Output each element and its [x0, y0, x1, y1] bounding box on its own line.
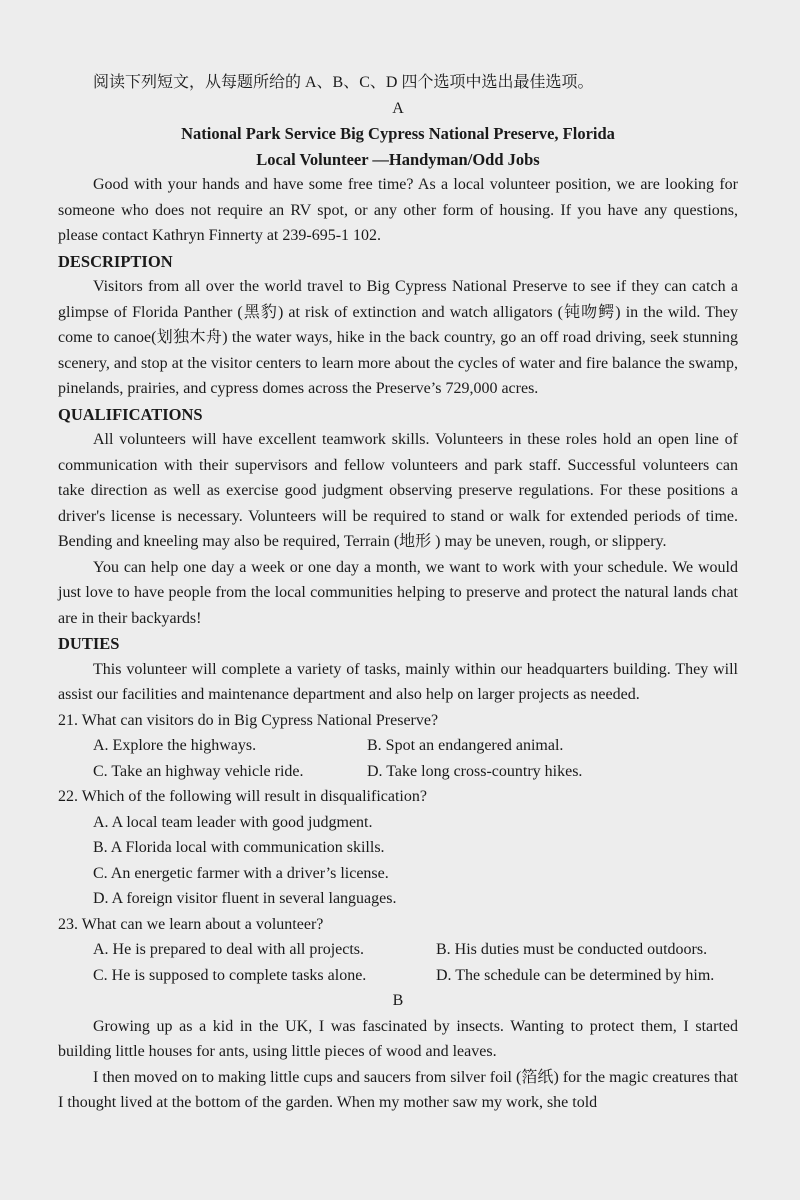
- passage-a-title-line2: Local Volunteer —Handyman/Odd Jobs: [256, 149, 540, 169]
- passage-a-label: A: [392, 99, 404, 117]
- passage-b-label: B: [392, 992, 404, 1009]
- option-d: D. A foreign visitor fluent in several languages.: [93, 890, 397, 907]
- passage-b-paragraph-1: Growing up as a kid in the UK, I was fascinated by insects. Wanting to protect them, I started building little houses for ants, using little pieces of wood and leaves.: [58, 1017, 738, 1060]
- instruction: 阅读下列短文，从每题所给的 A、B、C、D 四个选项中选出最佳选项。: [93, 74, 594, 91]
- passage-a-title-line1: National Park Service Big Cypress National Preserve, Florida: [181, 124, 615, 143]
- question-22: [58, 784, 738, 912]
- option-d: D. Take long cross-country hikes.: [367, 762, 583, 780]
- option-a: A. He is prepared to deal with all projects.: [93, 941, 365, 958]
- option-b: B. A Florida local with communication skills.: [93, 839, 385, 856]
- option-c: C. He is supposed to complete tasks alone.: [93, 966, 367, 984]
- question-options: [58, 810, 738, 912]
- question-stem: 22. Which of the following will result in disqualification?: [58, 788, 427, 805]
- option-c: C. An energetic farmer with a driver’s license.: [93, 864, 389, 882]
- duties-paragraph: This volunteer will complete a variety of tasks, mainly within our headquarters building. They will assist our facilities and maintenance department and also help on larger projects as needed.: [58, 660, 738, 703]
- option-d: D. The schedule can be determined by him.: [436, 966, 715, 984]
- option-c: C. Take an highway vehicle ride.: [93, 762, 304, 780]
- description-paragraph: Visitors from all over the world travel to Big Cypress National Preserve to see if they can catch a glimpse of Florida Panther (黑豹) at risk of extinction and watch alligators (钝吻鳄) in the wild. They come to canoe(划独木舟) the water ways, hike in the back country, go an off road driving, seek stunning scenery, and stop at the visitor centers to learn more about the cycles of water and fire balance the swamp, pinelands, prairies, and cypress domes across the Preserve’s 729,000 acres.: [58, 278, 738, 397]
- passage-a-intro: Good with your hands and have some free time? As a local volunteer position, we are looking for someone who does not require an RV spot, or any other form of housing. If you have any questions, please contact Kathryn Finnerty at 239-695-1 102.: [58, 176, 738, 244]
- question-options: [58, 937, 738, 988]
- question-stem: 21. What can visitors do in Big Cypress National Preserve?: [58, 711, 439, 729]
- qualifications-paragraph-1: All volunteers will have excellent teamwork skills. Volunteers in these roles hold an open line of communication with their supervisors and fellow volunteers and park staff. Successful volunteers can take direction as well as exercise good judgment observing preserve regulations. For these positions a driver's license is necessary. Volunteers will be required to stand or walk for extended periods of time. Bending and kneeling may also be required, Terrain (地形 ) may be uneven, rough, or slippery.: [58, 431, 738, 550]
- qualifications-paragraph-2: You can help one day a week or one day a month, we want to work with your schedule. We would just love to have people from the local communities helping to preserve and protect the natural lands chat are in their backyards!: [58, 558, 738, 627]
- passage-b-paragraph-2: I then moved on to making little cups and saucers from silver foil (箔纸) for the magic creatures that I thought lived at the bottom of the garden. When my mother saw my work, she told: [58, 1068, 738, 1111]
- option-a: A. Explore the highways.: [93, 737, 257, 754]
- duties-heading: DUTIES: [58, 634, 120, 653]
- qualifications-heading: QUALIFICATIONS: [58, 404, 203, 424]
- description-heading: DESCRIPTION: [58, 251, 173, 271]
- option-b: B. Spot an endangered animal.: [367, 737, 564, 754]
- option-b: B. His duties must be conducted outdoors.: [436, 941, 708, 958]
- question-options: [58, 733, 738, 784]
- question-21: [58, 708, 738, 785]
- question-23: [58, 912, 738, 989]
- question-stem: 23. What can we learn about a volunteer?: [58, 915, 324, 933]
- option-a: A. A local team leader with good judgment.: [93, 813, 373, 831]
